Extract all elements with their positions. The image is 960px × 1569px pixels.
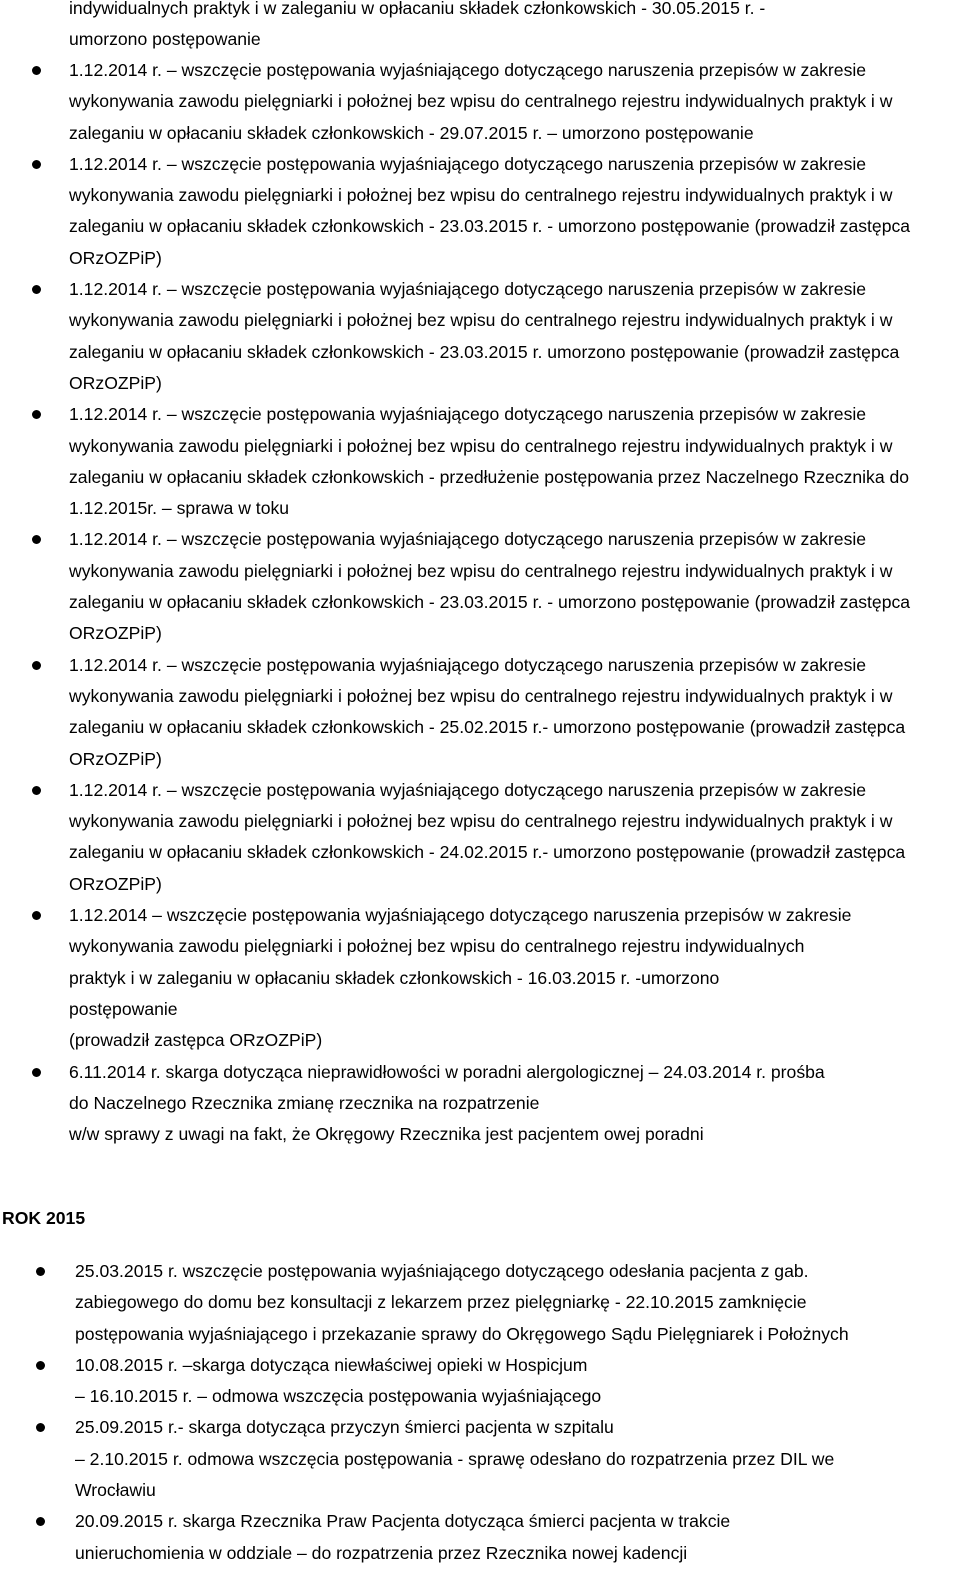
cases-2015-list: [0, 1256, 960, 1569]
list-item: [0, 1350, 960, 1413]
list-item-line: 10.08.2015 r. –skarga dotycząca niewłaściwej opieki w Hospicjum: [75, 1354, 588, 1375]
list-item-line: zabiegowego do domu bez konsultacji z lekarzem przez pielęgniarkę - 22.10.2015 zamknięcie: [75, 1292, 807, 1313]
list-item-line: 6.11.2014 r. skarga dotycząca nieprawidłowości w poradni alergologicznej – 24.03.2014 r. prośba: [69, 1061, 825, 1082]
list-item: 1.12.2014 r. – wszczęcie postępowania wyjaśniającego dotyczącego naruszenia przepisów w zakresie wykonywania zawodu pielęgniarki i położnej bez wpisu do centralnego rejestru indywidualnych praktyk i w zaleganiu w opłacaniu składek członkowskich - 23.03.2015 r. umorzono postępowanie (prowadził zastępca ORzOZPiP): [0, 274, 960, 399]
list-item-line: wykonywania zawodu pielęgniarki i położnej bez wpisu do centralnego rejestru indywidualnych: [69, 936, 805, 957]
list-item-line: unieruchomienia w oddziale – do rozpatrzenia przez Rzecznika nowej kadencji: [75, 1542, 688, 1563]
list-item: 1.12.2014 r. – wszczęcie postępowania wyjaśniającego dotyczącego naruszenia przepisów w zakresie wykonywania zawodu pielęgniarki i położnej bez wpisu do centralnego rejestru indywidualnych praktyk i w zaleganiu w opłacaniu składek członkowskich - 23.03.2015 r. - umorzono postępowanie (prowadził zastępca ORzOZPiP): [0, 149, 960, 274]
continued-entry: [69, 0, 949, 56]
list-item-line: 25.03.2015 r. wszczęcie postępowania wyjaśniającego dotyczącego odesłania pacjenta z gab.: [75, 1261, 809, 1281]
list-item: 1.12.2014 r. – wszczęcie postępowania wyjaśniającego dotyczącego naruszenia przepisów w zakresie wykonywania zawodu pielęgniarki i położnej bez wpisu do centralnego rejestru indywidualnych praktyk i w zaleganiu w opłacaniu składek członkowskich - 25.02.2015 r.- umorzono postępowanie (prowadził zastępca ORzOZPiP): [0, 650, 960, 775]
list-item: [0, 1256, 960, 1350]
continued-line: umorzono postępowanie: [69, 29, 261, 50]
list-item: [0, 1506, 960, 1569]
list-item: 1.12.2014 r. – wszczęcie postępowania wyjaśniającego dotyczącego naruszenia przepisów w zakresie wykonywania zawodu pielęgniarki i położnej bez wpisu do centralnego rejestru indywidualnych praktyk i w zaleganiu w opłacaniu składek członkowskich - 24.02.2015 r.- umorzono postępowanie (prowadził zastępca ORzOZPiP): [0, 775, 960, 900]
list-item-line: 25.09.2015 r.- skarga dotycząca przyczyn śmierci pacjenta w szpitalu: [75, 1417, 614, 1438]
list-item-line: w/w sprawy z uwagi na fakt, że Okręgowy Rzecznika jest pacjentem owej poradni: [69, 1124, 704, 1145]
list-item-line: 1.12.2014 – wszczęcie postępowania wyjaśniającego dotyczącego naruszenia przepisów w zakresie: [69, 905, 852, 926]
continued-line: indywidualnych praktyk i w zaleganiu w opłacaniu składek członkowskich - 30.05.2015 r. -: [69, 0, 766, 18]
list-item-line: do Naczelnego Rzecznika zmianę rzecznika na rozpatrzenie: [69, 1092, 540, 1113]
list-item-line: postępowanie: [69, 998, 178, 1019]
list-item-line: praktyk i w zaleganiu w opłacaniu składek członkowskich - 16.03.2015 r. -umorzono: [69, 967, 720, 988]
cases-2014-list: [0, 55, 960, 1150]
list-item: 1.12.2014 r. – wszczęcie postępowania wyjaśniającego dotyczącego naruszenia przepisów w zakresie wykonywania zawodu pielęgniarki i położnej bez wpisu do centralnego rejestru indywidualnych praktyk i w zaleganiu w opłacaniu składek członkowskich - 29.07.2015 r. – umorzono postępowanie: [0, 55, 960, 149]
list-item-line: postępowania wyjaśniającego i przekazanie sprawy do Okręgowego Sądu Pielęgniarek i Położnych: [75, 1323, 849, 1344]
list-item-line: 20.09.2015 r. skarga Rzecznika Praw Pacjenta dotycząca śmierci pacjenta w trakcie: [75, 1511, 731, 1532]
section-heading: ROK 2015: [2, 1208, 86, 1228]
list-item-line: – 16.10.2015 r. – odmowa wszczęcia postępowania wyjaśniającego: [75, 1386, 602, 1407]
list-item-line: Wrocławiu: [75, 1480, 156, 1501]
list-item-line: – 2.10.2015 r. odmowa wszczęcia postępowania - sprawę odesłano do rozpatrzenia przez DIL we: [75, 1448, 835, 1469]
list-item: 1.12.2014 r. – wszczęcie postępowania wyjaśniającego dotyczącego naruszenia przepisów w zakresie wykonywania zawodu pielęgniarki i położnej bez wpisu do centralnego rejestru indywidualnych praktyk i w zaleganiu w opłacaniu składek członkowskich - 23.03.2015 r. - umorzono postępowanie (prowadził zastępca ORzOZPiP): [0, 524, 960, 649]
list-item: 1.12.2014 r. – wszczęcie postępowania wyjaśniającego dotyczącego naruszenia przepisów w zakresie wykonywania zawodu pielęgniarki i położnej bez wpisu do centralnego rejestru indywidualnych praktyk i w zaleganiu w opłacaniu składek członkowskich - przedłużenie postępowania przez Naczelnego Rzecznika do 1.12.2015r. – sprawa w toku: [0, 399, 960, 524]
list-item: [0, 1057, 960, 1151]
list-item: [0, 900, 960, 1056]
list-item-line: (prowadził zastępca ORzOZPiP): [69, 1030, 323, 1051]
list-item: [0, 1412, 960, 1506]
